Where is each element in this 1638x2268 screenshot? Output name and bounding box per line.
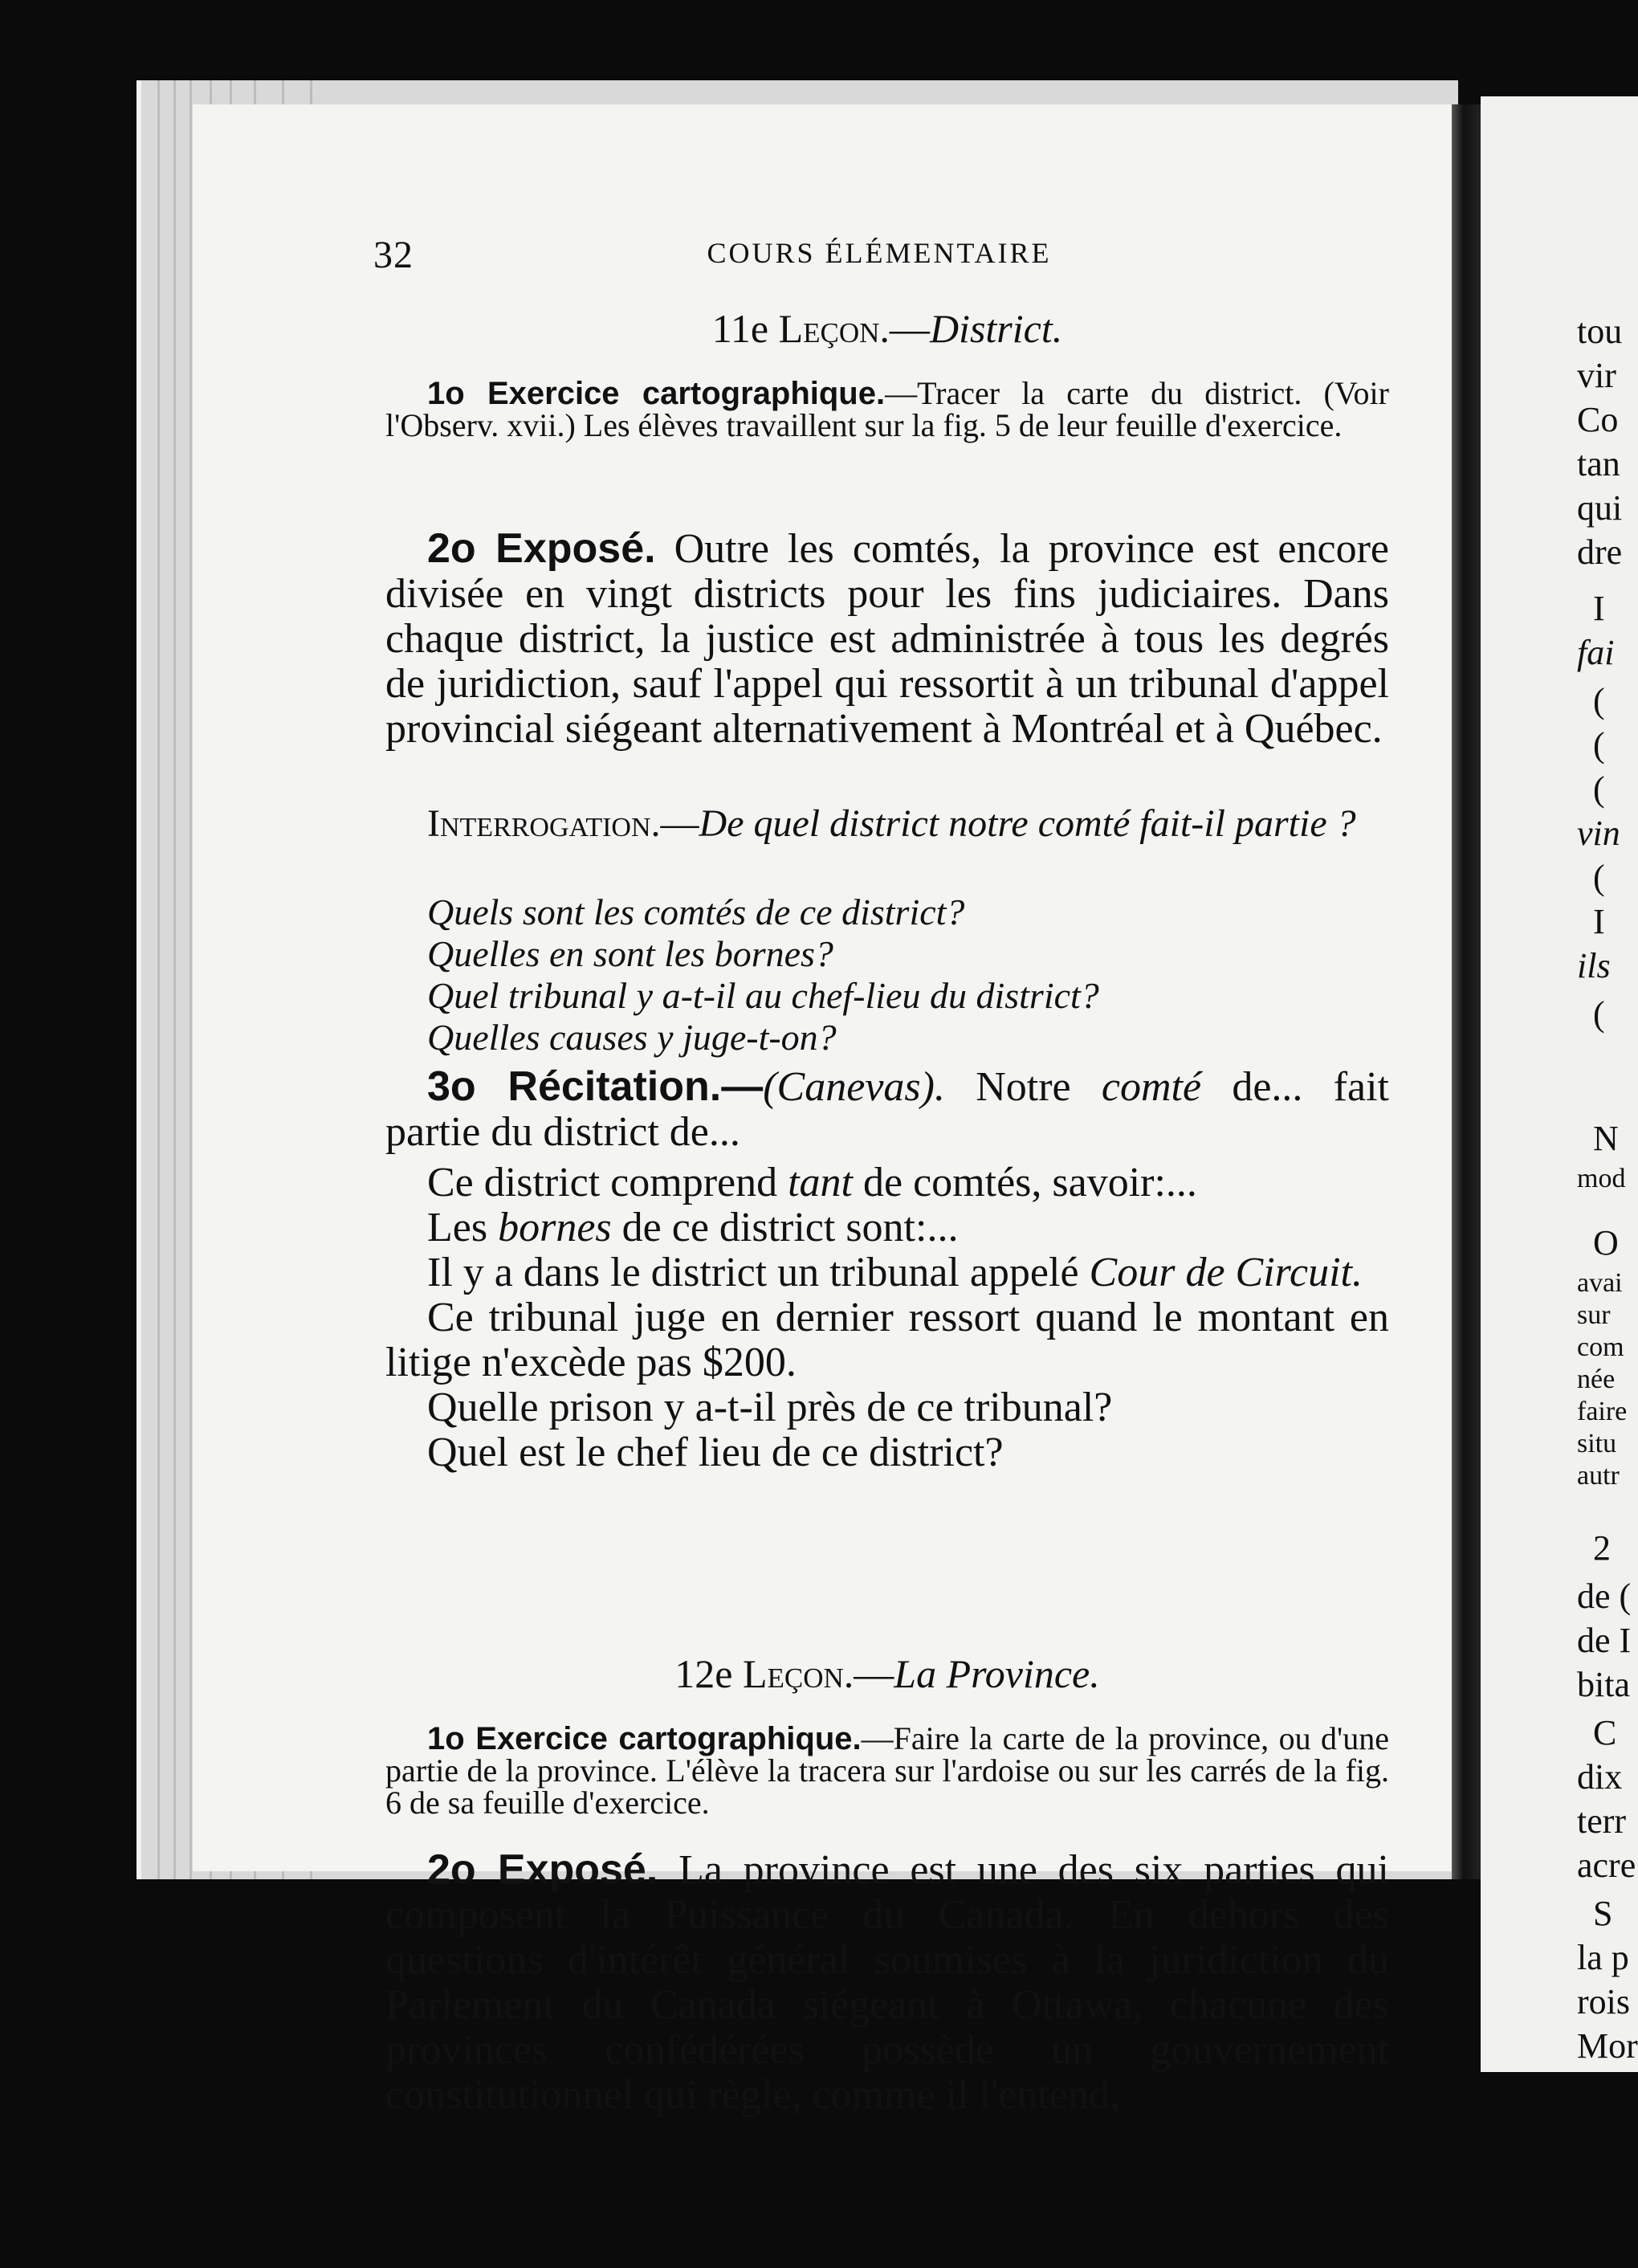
facing-fragment: I: [1593, 902, 1605, 941]
lesson-11-recitation-lines: [385, 1161, 1389, 1475]
facing-fragment: mod: [1577, 1164, 1626, 1193]
facing-fragment: (: [1593, 681, 1605, 720]
facing-fragment: vin: [1577, 814, 1620, 853]
facing-fragment: de I: [1577, 1621, 1632, 1660]
facing-fragment: (: [1593, 769, 1605, 809]
facing-fragment: (: [1593, 994, 1605, 1034]
recitation-line: Les bornes de ce district sont:...: [427, 1205, 959, 1250]
lesson-11-interrogation: Interrogation.—De quel district notre comté fait-il partie ?: [427, 802, 1356, 845]
facing-fragment: la p: [1577, 1938, 1629, 1977]
facing-fragment: Mor: [1577, 2026, 1638, 2066]
page-header: [373, 233, 1385, 281]
lesson-12-expose: 2o Exposé. La province est une des six parties qui composent la Puissance du Canada. En dehors des questions d'intérêt général soumises à la juridiction du Parlement du Canada siégeant à Ottawa, chacune des provinces confédérées possède un gouvernement constitutionnel qui règle, comme il l'entend,: [385, 1846, 1389, 2118]
lesson-11-title: 11e Leçon.—District.: [711, 306, 1063, 351]
facing-fragment: rois: [1577, 1982, 1630, 2021]
facing-fragment: bita: [1577, 1665, 1630, 1704]
facing-fragment: 2: [1593, 1528, 1611, 1568]
facing-fragment: Co: [1577, 400, 1619, 439]
facing-fragment: situ: [1577, 1429, 1617, 1458]
facing-fragment: dix: [1577, 1757, 1623, 1797]
lesson-11-questions: [385, 891, 1389, 1059]
facing-fragment: N: [1593, 1119, 1619, 1158]
facing-fragment: tou: [1577, 312, 1623, 351]
question-item: Quel tribunal y a-t-il au chef-lieu du district?: [427, 975, 1099, 1016]
recitation-line: Quelle prison y a-t-il près de ce tribunal?: [427, 1385, 1113, 1430]
facing-fragment: terr: [1577, 1801, 1627, 1841]
page-number: 32: [373, 234, 414, 276]
facing-fragment: (: [1593, 858, 1605, 897]
facing-fragment: vir: [1577, 356, 1616, 395]
lesson-11-recitation: 3o Récitation.—(Canevas). Notre comté de... fait partie du district de...: [385, 1063, 1389, 1155]
question-item: Quelles en sont les bornes?: [427, 933, 833, 974]
facing-fragment: avai: [1577, 1268, 1623, 1298]
book-page: [193, 104, 1453, 2118]
lesson-11-exercise: 1o Exercice cartographique.—Tracer la carte du district. (Voir l'Observ. xvii.) Les élèves travaillent sur la fig. 5 de leur feuille d'exercice.: [385, 375, 1389, 443]
facing-fragment: O: [1593, 1223, 1619, 1262]
facing-fragment: qui: [1577, 488, 1623, 528]
facing-fragment: fai: [1577, 633, 1615, 672]
facing-fragment: I: [1593, 589, 1605, 628]
facing-fragment: acre: [1577, 1846, 1636, 1885]
facing-fragment: C: [1593, 1713, 1617, 1752]
facing-fragment: tan: [1577, 444, 1620, 483]
lesson-12-exercise: 1o Exercice cartographique.—Faire la carte de la province, ou d'une partie de la province. L'élève la tracera sur l'ardoise ou sur les carrés de la fig. 6 de sa feuille d'exercice.: [385, 1720, 1389, 1821]
facing-fragment: (: [1593, 725, 1605, 765]
facing-fragment: née: [1577, 1364, 1616, 1394]
facing-fragment: sur: [1577, 1300, 1611, 1330]
lesson-11-expose: 2o Exposé. Outre les comtés, la province est encore divisée en vingt districts pour les fins judiciaires. Dans chaque district, la justice est administrée à tous les degrés de juridiction, sauf l'appel qui ressortit à un tribunal d'appel provincial siégeant alternativement à Montréal et à Québec.: [385, 525, 1389, 752]
facing-fragment: autr: [1577, 1461, 1620, 1491]
recitation-line: Il y a dans le district un tribunal appelé Cour de Circuit.: [427, 1250, 1363, 1295]
recitation-line: Ce district comprend tant de comtés, savoir:...: [427, 1160, 1197, 1205]
facing-fragment: dre: [1577, 532, 1623, 572]
facing-fragment: de (: [1577, 1577, 1632, 1616]
facing-page: [1481, 96, 1638, 2072]
lesson-12-title: 12e Leçon.—La Province.: [674, 1651, 1100, 1696]
recitation-line: Ce tribunal juge en dernier ressort quand le montant en litige n'excède pas $200.: [385, 1295, 1389, 1385]
facing-fragment: ils: [1577, 946, 1611, 985]
facing-fragment: faire: [1577, 1397, 1628, 1426]
running-title: COURS ÉLÉMENTAIRE: [707, 237, 1052, 269]
facing-fragment: S: [1593, 1894, 1613, 1933]
question-item: Quelles causes y juge-t-on?: [427, 1017, 837, 1058]
recitation-line: Quel est le chef lieu de ce district?: [427, 1430, 1004, 1475]
facing-fragment: com: [1577, 1332, 1624, 1362]
book-gutter: [1452, 104, 1481, 1879]
question-item: Quels sont les comtés de ce district?: [427, 891, 965, 932]
